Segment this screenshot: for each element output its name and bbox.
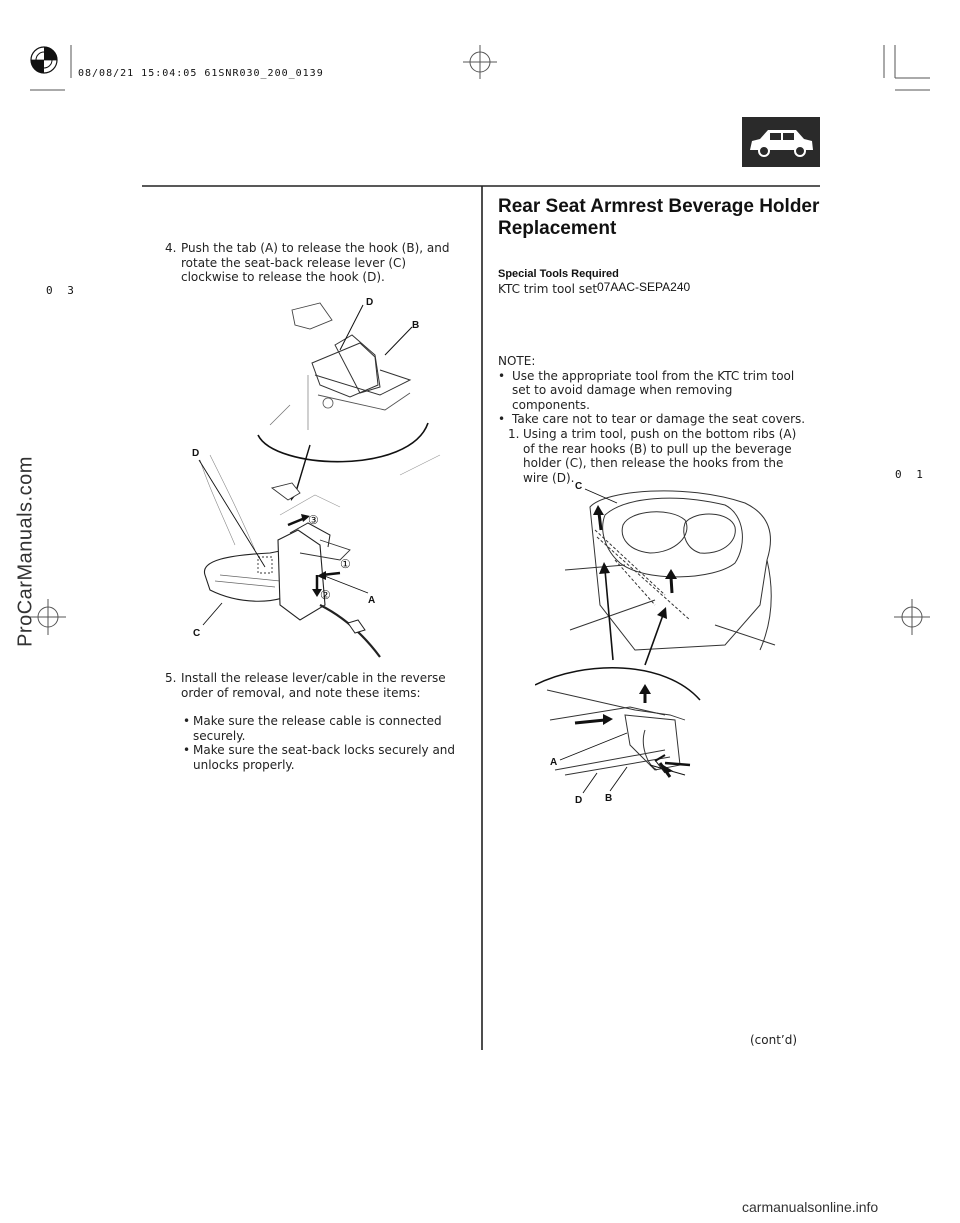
notes-block	[498, 354, 808, 427]
crosshair-right-icon	[894, 599, 930, 635]
step-5-bullet-text: Make sure the seat-back locks securely and unlocks properly.	[193, 743, 456, 772]
figure1-label-c: C	[193, 628, 201, 639]
margin-mark-right: 0 1	[895, 468, 927, 481]
step-5-text: Install the release lever/cable in the reverse order of removal, and note these items:	[181, 671, 446, 700]
note-item-text: Take care not to tear or damage the seat covers.	[512, 412, 806, 426]
body-section-icon	[742, 117, 820, 167]
margin-mark-left: 0 3	[46, 284, 78, 297]
figure1-label-d-left: D	[192, 448, 200, 459]
step-4	[165, 241, 460, 285]
step-1-number: 1.	[508, 427, 520, 441]
figure1-label-a: A	[368, 595, 376, 606]
tool-name: KTC trim tool set	[498, 282, 598, 296]
note-label: NOTE:	[498, 354, 536, 368]
note-item: • Take care not to tear or damage the seat covers.	[498, 412, 806, 426]
step-5-bullet: • Make sure the seat-back locks securely and unlocks properly.	[183, 743, 456, 772]
tool-number: 07AAC-SEPA240	[597, 280, 691, 294]
figure2-label-c: C	[575, 481, 583, 492]
step-5	[165, 671, 460, 772]
figure-beverage-holder	[535, 475, 820, 815]
special-tools-heading: Special Tools Required	[498, 268, 619, 280]
figure1-step-3: ③	[308, 513, 319, 527]
note-item-text: Use the appropriate tool from the KTC trim tool set to avoid damage when removing components.	[512, 368, 795, 412]
figure2-label-a: A	[550, 757, 558, 768]
section-title: Rear Seat Armrest Beverage Holder Replacement	[498, 196, 820, 239]
continued-note: (cont’d)	[750, 1033, 798, 1047]
side-watermark: ProCarManuals.com	[14, 456, 37, 647]
figure1-step-1: ①	[340, 557, 351, 571]
figure1-label-d-top: D	[366, 297, 374, 308]
figure1-label-b: B	[412, 320, 420, 331]
figure2-label-d: D	[575, 795, 583, 806]
car-icon	[742, 117, 820, 167]
figure1-step-2: ②	[320, 588, 331, 602]
footer-watermark: carmanualsonline.info	[742, 1199, 879, 1215]
step-4-number: 4.	[165, 241, 177, 255]
figure2-label-b: B	[605, 793, 613, 804]
step-1-text: Using a trim tool, push on the bottom ribs (A) of the rear hooks (B) to pull up the beverage holder (C), then release the hooks from the wire (D).	[523, 427, 797, 485]
step-4-text: Push the tab (A) to release the hook (B), and rotate the seat-back release lever (C) clockwise to release the hook (D).	[181, 241, 450, 284]
note-item: • Use the appropriate tool from the KTC trim tool set to avoid damage when removing components.	[498, 368, 795, 412]
step-5-bullet-text: Make sure the release cable is connected securely.	[193, 714, 442, 743]
step-5-number: 5.	[165, 671, 177, 685]
crosshair-top-icon	[463, 45, 497, 79]
step-5-bullet: • Make sure the release cable is connected securely.	[183, 714, 442, 743]
print-stamp: 08/08/21 15:04:05 61SNR030_200_0139	[78, 68, 324, 79]
figure-release-lever	[180, 285, 470, 670]
